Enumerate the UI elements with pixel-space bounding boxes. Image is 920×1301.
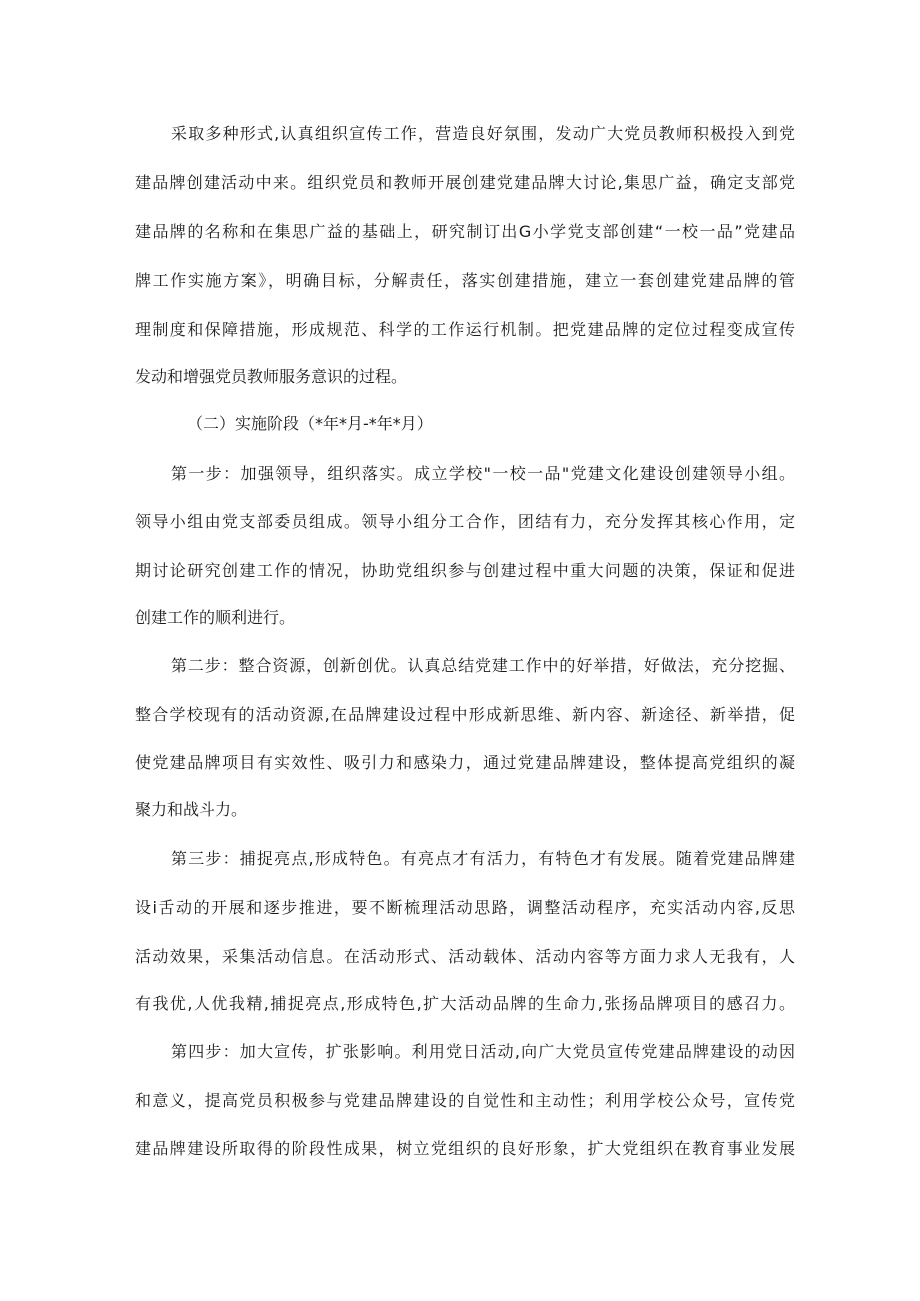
step-2-line-2: 整合学校现有的活动资源,在品牌建设过程中形成新思维、新内容、新途径、新举措，促 — [135, 705, 795, 724]
paragraph-1-line-6: 发动和增强党员教师服务意识的过程。 — [135, 367, 408, 386]
step-3-line-1: 第三步：捕捉亮点,形成特色。有亮点才有活力，有特色才有发展。随着党建品牌建 — [171, 849, 795, 868]
paragraph-1-line-1: 采取多种形式,认真组织宣传工作，营造良好氛围，发动广大党员教师积极投入到党 — [171, 124, 795, 143]
step-2-line-1: 第二步：整合资源，创新创优。认真总结党建工作中的好举措，好做法，充分挖掘、 — [171, 656, 795, 675]
paragraph-1-line-4: 牌工作实施方案》，明确目标，分解责任，落实创建措施，建立一套创建党建品牌的管 — [135, 271, 795, 290]
step-4-line-2: 和意义，提高党员积极参与党建品牌建设的自觉性和主动性；利用学校公众号，宣传党 — [135, 1091, 795, 1110]
step-4-line-1: 第四步：加大宣传，扩张影响。利用党日活动,向广大党员宣传党建品牌建设的动因 — [171, 1042, 795, 1061]
step-1-line-1: 第一步：加强领导，组织落实。成立学校"一校一品"党建文化建设创建领导小组。 — [171, 464, 795, 483]
step-1-line-3: 期讨论研究创建工作的情况，协助党组织参与创建过程中重大问题的决策，保证和促进 — [135, 561, 795, 580]
step-3-line-4: 有我优,人优我精,捕捉亮点,形成特色,扩大活动品牌的生命力,张扬品牌项目的感召力。 — [135, 994, 795, 1013]
paragraph-1-line-3: 建品牌的名称和在集思广益的基础上，研究制订出G小学党支部创建“一校一品”党建品 — [135, 222, 795, 241]
step-4-line-3: 建品牌建设所取得的阶段性成果，树立党组织的良好形象，扩大党组织在教育事业发展 — [135, 1139, 795, 1158]
step-3-line-2: 设i舌动的开展和逐步推进，要不断梳理活动思路，调整活动程序，充实活动内容,反思 — [135, 898, 795, 917]
step-3-line-3: 活动效果，采集活动信息。在活动形式、活动载体、活动内容等方面力求人无我有，人 — [135, 947, 795, 966]
step-2-line-4: 聚力和战斗力。 — [135, 800, 248, 819]
section-heading: （二）实施阶段（*年*月-*年*月） — [187, 414, 433, 433]
step-1-line-4: 创建工作的顺利进行。 — [135, 608, 296, 627]
step-2-line-3: 使党建品牌项目有实效性、吸引力和感染力，通过党建品牌建设，整体提高党组织的凝 — [135, 753, 795, 772]
step-1-line-2: 领导小组由党支部委员组成。领导小组分工合作，团结有力，充分发挥其核心作用，定 — [135, 512, 795, 531]
paragraph-1-line-5: 理制度和保障措施，形成规范、科学的工作运行机制。把党建品牌的定位过程变成宣传 — [135, 320, 795, 339]
paragraph-1-line-2: 建品牌创建活动中来。组织党员和教师开展创建党建品牌大讨论,集思广益，确定支部党 — [135, 173, 795, 192]
